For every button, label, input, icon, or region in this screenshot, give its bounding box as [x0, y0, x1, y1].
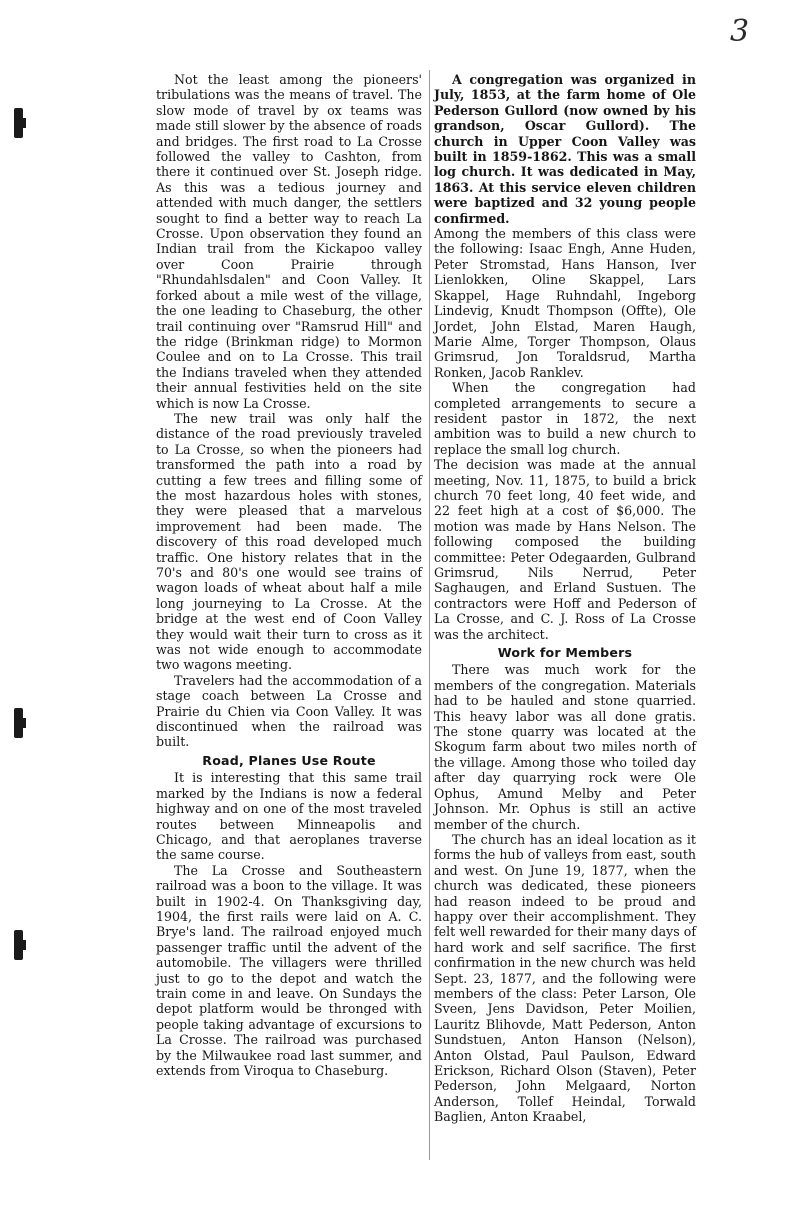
paragraph: When the congregation had completed arrangements to secure a resident pastor in 1872, the next ambition was to build a new church to replace the small log church.	[434, 380, 696, 457]
paragraph: Among the members of this class were the following: Isaac Engh, Anne Huden, Peter Stromstad, Hans Hanson, Iver Lienlokken, Oline Skappel, Lars Skappel, Hage Ruhndahl, Ingeborg Lindevig, Knudt Thompson (Offte), Ole Jordet, John Elstad, Maren Haugh, Marie Alme, Torger Thompson, Olaus Grimsrud, Jon Toraldsrud, Martha Ronken, Jacob Ranklev.	[434, 226, 696, 380]
paragraph: Travelers had the accommodation of a stage coach between La Crosse and Prairie du Chien via Coon Valley. It was discontinued when the railroad was built.	[156, 672, 422, 750]
paragraph: The church has an ideal location as it forms the hub of valleys from east, south and west. On June 19, 1877, when the church was dedicated, these pioneers had reason indeed to be proud and happy over their accomplishment. They felt well rewarded for their many days of hard work and self sacrifice. The first confirmation in the new church was held Sept. 23, 1877, and the following were members of the class: Peter Larson, Ole Sveen, Jens Davidson, Peter Moilien, Lauritz Blihovde, Matt Pederson, Anton Sundstuen, Anton Hanson (Nelson), Anton Olstad, Paul Paulson, Edward Erickson, Richard Olson (Staven), Peter Pederson, John Melgaard, Norton Anderson, Tollef Heindal, Torwald Baglien, Anton Kraabel,	[434, 831, 696, 1125]
paragraph: A congregation was organized in July, 1853, at the farm home of Ole Pederson Gullord (now owned by his grandson, Oscar Gullord). The church in Upper Coon Valley was built in 1859-1862. This was a small log church. It was dedicated in May, 1863. At this service eleven children were baptized and 32 young people confirmed.	[434, 72, 696, 226]
margin-mark	[14, 930, 23, 960]
subheading: Road, Planes Use Route	[202, 752, 376, 768]
subheading: Work for Members	[497, 645, 633, 661]
margin-mark	[14, 708, 23, 738]
paragraph: There was much work for the members of the congregation. Materials had to be hauled and stone quarried. This heavy labor was all done gratis. The stone quarry was located at the Skogum farm about two miles north of the village. Among those who toiled day after day quarrying rock were Ole Ophus, Amund Melby and Peter Johnson. Mr. Ophus is still an active member of the church.	[434, 662, 696, 832]
margin-mark	[14, 108, 23, 138]
paragraph: Not the least among the pioneers' tribulations was the means of travel. The slow mode of travel by ox teams was made still slower by the absence of roads and bridges. The first road to La Crosse followed the valley to Cashton, from there it continued over St. Joseph ridge. As this was a tedious journey and attended with much danger, the settlers sought to find a better way to reach La Crosse. Upon observation they found an Indian trail from the Kickapoo valley over Coon Prairie through "Rhundahlsdalen" and Coon Valley. It forked about a mile west of the village, the one leading to Chaseburg, the other trail continuing over "Ramsrud Hill" and the ridge (Brinkman ridge) to Mormon Coulee and on to La Crosse. This trail the Indians traveled when they attended their annual festivities held on the site which is now La Crosse.	[156, 72, 422, 411]
page-number: 3	[730, 14, 750, 49]
paragraph: The new trail was only half the distance of the road previously traveled to La Crosse, so when the pioneers had transformed the path into a road by cutting a few trees and filling some of the most hazardous holes with stones, they were pleased that a marvelous improvement had been made. The discovery of this road developed much traffic. One history relates that in the 70's and 80's one would see trains of wagon loads of wheat about half a mile long journeying to La Crosse. At the bridge at the west end of Coon Valley they would wait their turn to cross as it was not wide enough to accommodate two wagons meeting.	[156, 410, 422, 673]
left-column	[156, 72, 422, 1078]
column-divider	[429, 70, 430, 1160]
paragraph: It is interesting that this same trail marked by the Indians is now a federal highway and on one of the most traveled routes between Minneapolis and Chicago, and that aeroplanes traverse the same course.	[156, 770, 422, 863]
paragraph: The decision was made at the annual meeting, Nov. 11, 1875, to build a brick church 70 feet long, 40 feet wide, and 22 feet high at a cost of $6,000. The motion was made by Hans Nelson. The following composed the building committee: Peter Odegaarden, Gulbrand Grimsrud, Nils Nerrud, Peter Saghaugen, and Erland Sustuen. The contractors were Hoff and Pederson of La Crosse, and C. J. Ross of La Crosse was the architect.	[434, 457, 696, 642]
paragraph: The La Crosse and Southeastern railroad was a boon to the village. It was built in 1902-4. On Thanksgiving day, 1904, the first rails were laid on A. C. Brye's land. The railroad enjoyed much passenger traffic until the advent of the automobile. The villagers were thrilled just to go to the depot and watch the train come in and leave. On Sundays the depot platform would be thronged with people taking advantage of excursions to La Crosse. The railroad was purchased by the Milwaukee road last summer, and extends from Viroqua to Chaseburg.	[156, 862, 422, 1078]
right-column	[434, 72, 696, 1125]
